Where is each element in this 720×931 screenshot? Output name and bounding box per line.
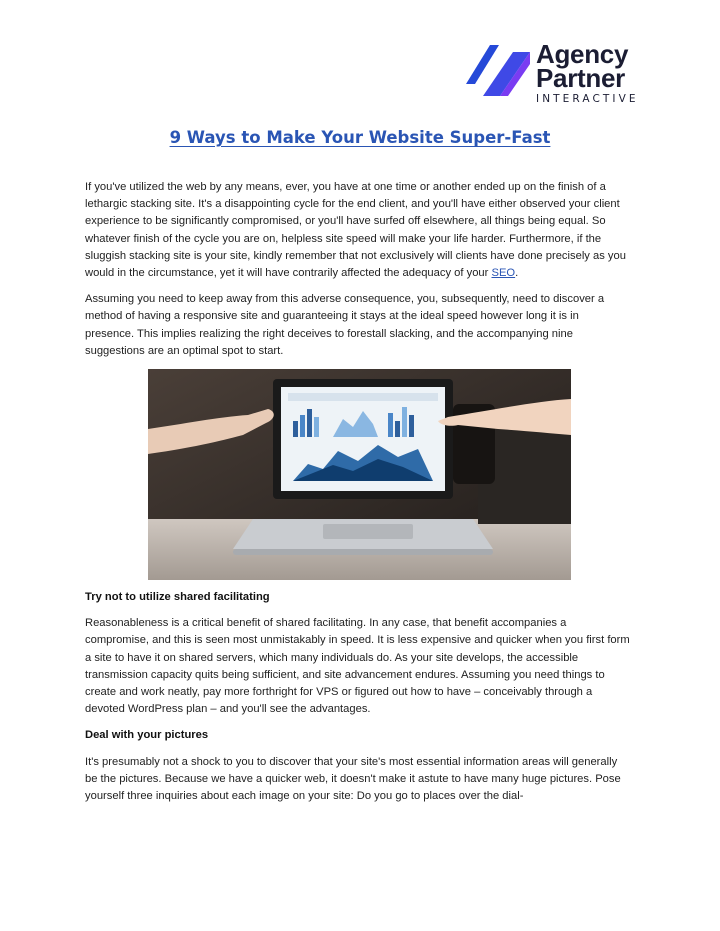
- laptop-analytics-photo: [148, 369, 571, 580]
- intro-end: .: [515, 267, 519, 280]
- article-body: [85, 179, 631, 814]
- logo-line-interactive: INTERACTIVE: [536, 93, 639, 105]
- intro-text: If you've utilized the web by any means, ever, you have at one time or another ended up on the finish of a lethargic stacking site. It's a disappointing cycle for the end client, and you'll have either observed your client experience to be significantly compromised, or you'll have surfed off elsewhere, all things being equal. So whatever finish of the cycle you are on, helpless site speed will make your life harder. Furthermore, if the sluggish stacking site is your site, kindly remember that not exclusively will clients have done precisely as you would in the circumstance, yet it will have contrarily affected the adequacy of your: [85, 181, 626, 280]
- brand-logo[interactable]: [466, 39, 641, 112]
- paragraph-2: Assuming you need to keep away from this adverse consequence, you, subsequently, need to discover a method of having a responsive site and guaranteeing it stays at the ideal speed however long it is in presence. This implies realizing the right deceives to forestall slacking, and the accompanying nine suggestions are an optimal spot to start.: [85, 293, 605, 357]
- logo-wordmark: [536, 39, 639, 105]
- seo-link[interactable]: SEO: [491, 267, 516, 280]
- logo-line-partner: Partner: [536, 63, 625, 93]
- section-heading-shared-hosting: Try not to utilize shared facilitating: [85, 591, 270, 604]
- section-body-shared-hosting: Reasonableness is a critical benefit of shared facilitating. In any case, that benefit accompanies a compromise, and this is seen most unmistakably in speed. It is less expensive and quicker when you first form a site to have it on shared servers, which many individuals do. As your site develops, the accessible transmission capacity quits being sufficient, and site advancement endures. Assuming you need things to create and work neatly, pay more forthright for VPS or figured out how to have – conceivably through a devoted WordPress plan – and you'll see the advantages.: [85, 617, 630, 716]
- article-title[interactable]: 9 Ways to Make Your Website Super-Fast: [169, 128, 551, 147]
- section-body-pictures: It's presumably not a shock to you to discover that your site's most essential information areas will generally be the pictures. Because we have a quicker web, it doesn't make it astute to have many huge pictures. Pose yourself three inquiries about each image on your site: Do you go to places over the dial-: [85, 755, 621, 803]
- logo-line-agency: Agency: [536, 39, 629, 69]
- section-heading-pictures: Deal with your pictures: [85, 729, 209, 742]
- logo-mark-icon: [466, 44, 532, 98]
- intro-paragraph: [85, 179, 631, 282]
